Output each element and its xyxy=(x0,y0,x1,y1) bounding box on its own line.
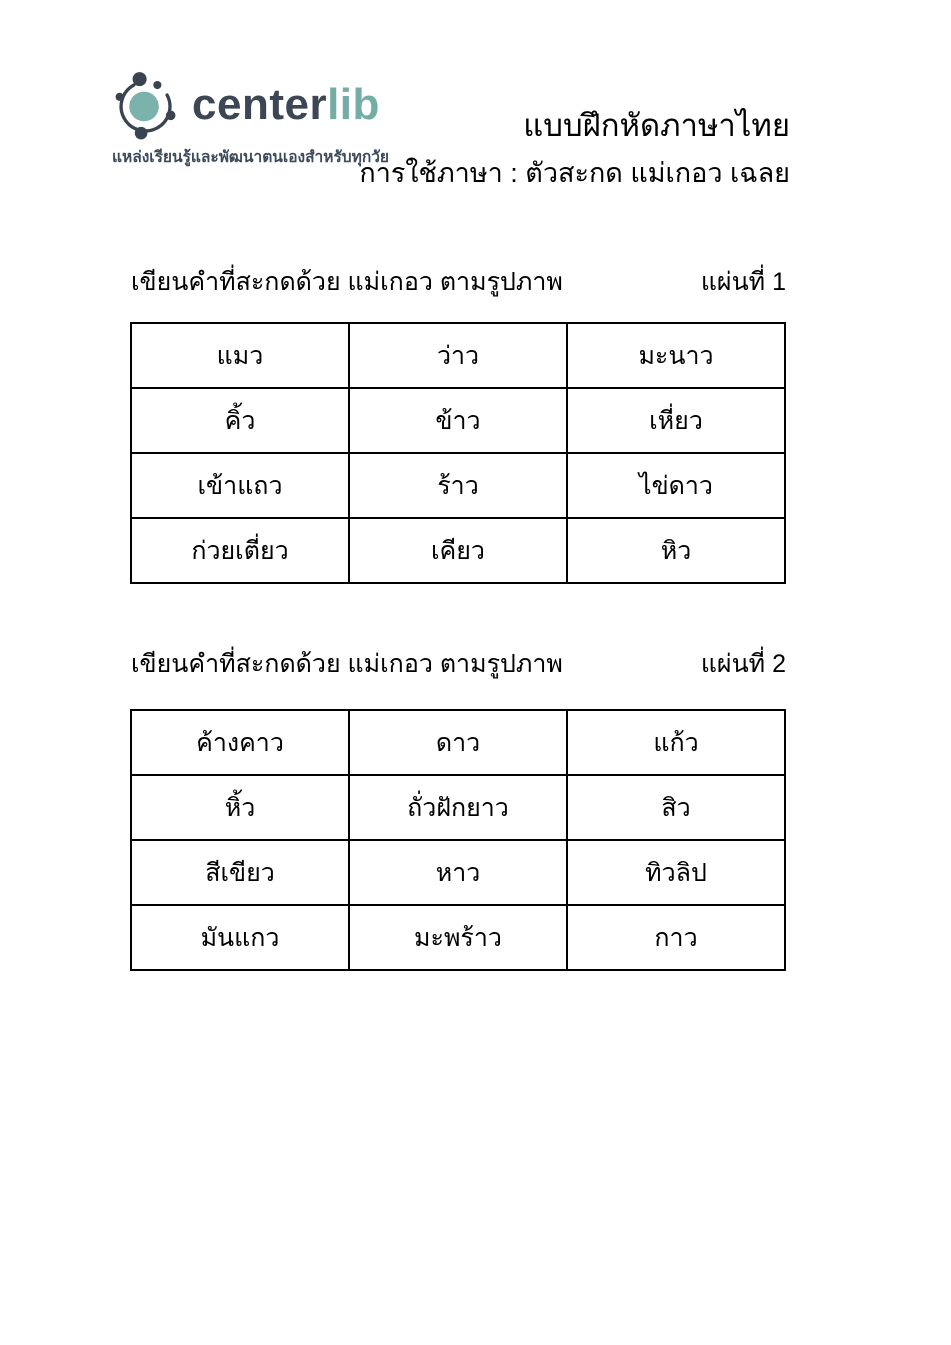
table-row xyxy=(131,840,785,905)
network-orbit-icon xyxy=(110,68,184,142)
word-cell: หิ้ว xyxy=(131,775,349,840)
word-cell: ข้าว xyxy=(349,388,567,453)
word-cell: ทิวลิป xyxy=(567,840,785,905)
table-row xyxy=(131,775,785,840)
table-row xyxy=(131,905,785,970)
word-cell: มะนาว xyxy=(567,323,785,388)
word-cell: เคียว xyxy=(349,518,567,583)
word-cell: ร้าว xyxy=(349,453,567,518)
page-subtitle: การใช้ภาษา : ตัวสะกด แม่เกอว เฉลย xyxy=(359,157,790,188)
logo-wordmark xyxy=(192,80,380,129)
table-row xyxy=(131,323,785,388)
word-cell: สิว xyxy=(567,775,785,840)
word-cell: เหี่ยว xyxy=(567,388,785,453)
word-cell: แมว xyxy=(131,323,349,388)
word-cell: แก้ว xyxy=(567,710,785,775)
section-2-sheet-number: แผ่นที่ 2 xyxy=(700,650,786,678)
worksheet-table-1 xyxy=(130,322,786,584)
document-header xyxy=(359,104,790,193)
word-cell: ว่าว xyxy=(349,323,567,388)
worksheet-table-2 xyxy=(130,709,786,971)
section-2-heading-row xyxy=(131,644,786,684)
section-1-heading: เขียนคำที่สะกดด้วย แม่เกอว ตามรูปภาพ xyxy=(131,268,563,296)
logo-word-primary: center xyxy=(192,80,328,129)
word-cell: ก่วยเตี่ยว xyxy=(131,518,349,583)
table-row xyxy=(131,710,785,775)
word-cell: สีเขียว xyxy=(131,840,349,905)
table-row xyxy=(131,453,785,518)
word-cell: กาว xyxy=(567,905,785,970)
word-cell: หาว xyxy=(349,840,567,905)
section-1-sheet-number: แผ่นที่ 1 xyxy=(700,268,786,296)
word-cell: มะพร้าว xyxy=(349,905,567,970)
page-title: แบบฝึกหัดภาษาไทย xyxy=(523,108,790,143)
word-cell: ไข่ดาว xyxy=(567,453,785,518)
logo-tagline: แหล่งเรียนรู้และพัฒนาตนเองสำหรับทุกวัย xyxy=(112,149,390,166)
word-cell: หิว xyxy=(567,518,785,583)
word-cell: ค้างคาว xyxy=(131,710,349,775)
word-cell: คิ้ว xyxy=(131,388,349,453)
word-cell: มันแกว xyxy=(131,905,349,970)
word-cell: เข้าแถว xyxy=(131,453,349,518)
logo xyxy=(110,68,389,169)
word-cell: ดาว xyxy=(349,710,567,775)
section-2-heading: เขียนคำที่สะกดด้วย แม่เกอว ตามรูปภาพ xyxy=(131,650,563,678)
logo-word-secondary: lib xyxy=(327,80,380,129)
word-cell: ถั่วฝักยาว xyxy=(349,775,567,840)
section-1-heading-row xyxy=(131,262,786,302)
table-row xyxy=(131,388,785,453)
table-row xyxy=(131,518,785,583)
